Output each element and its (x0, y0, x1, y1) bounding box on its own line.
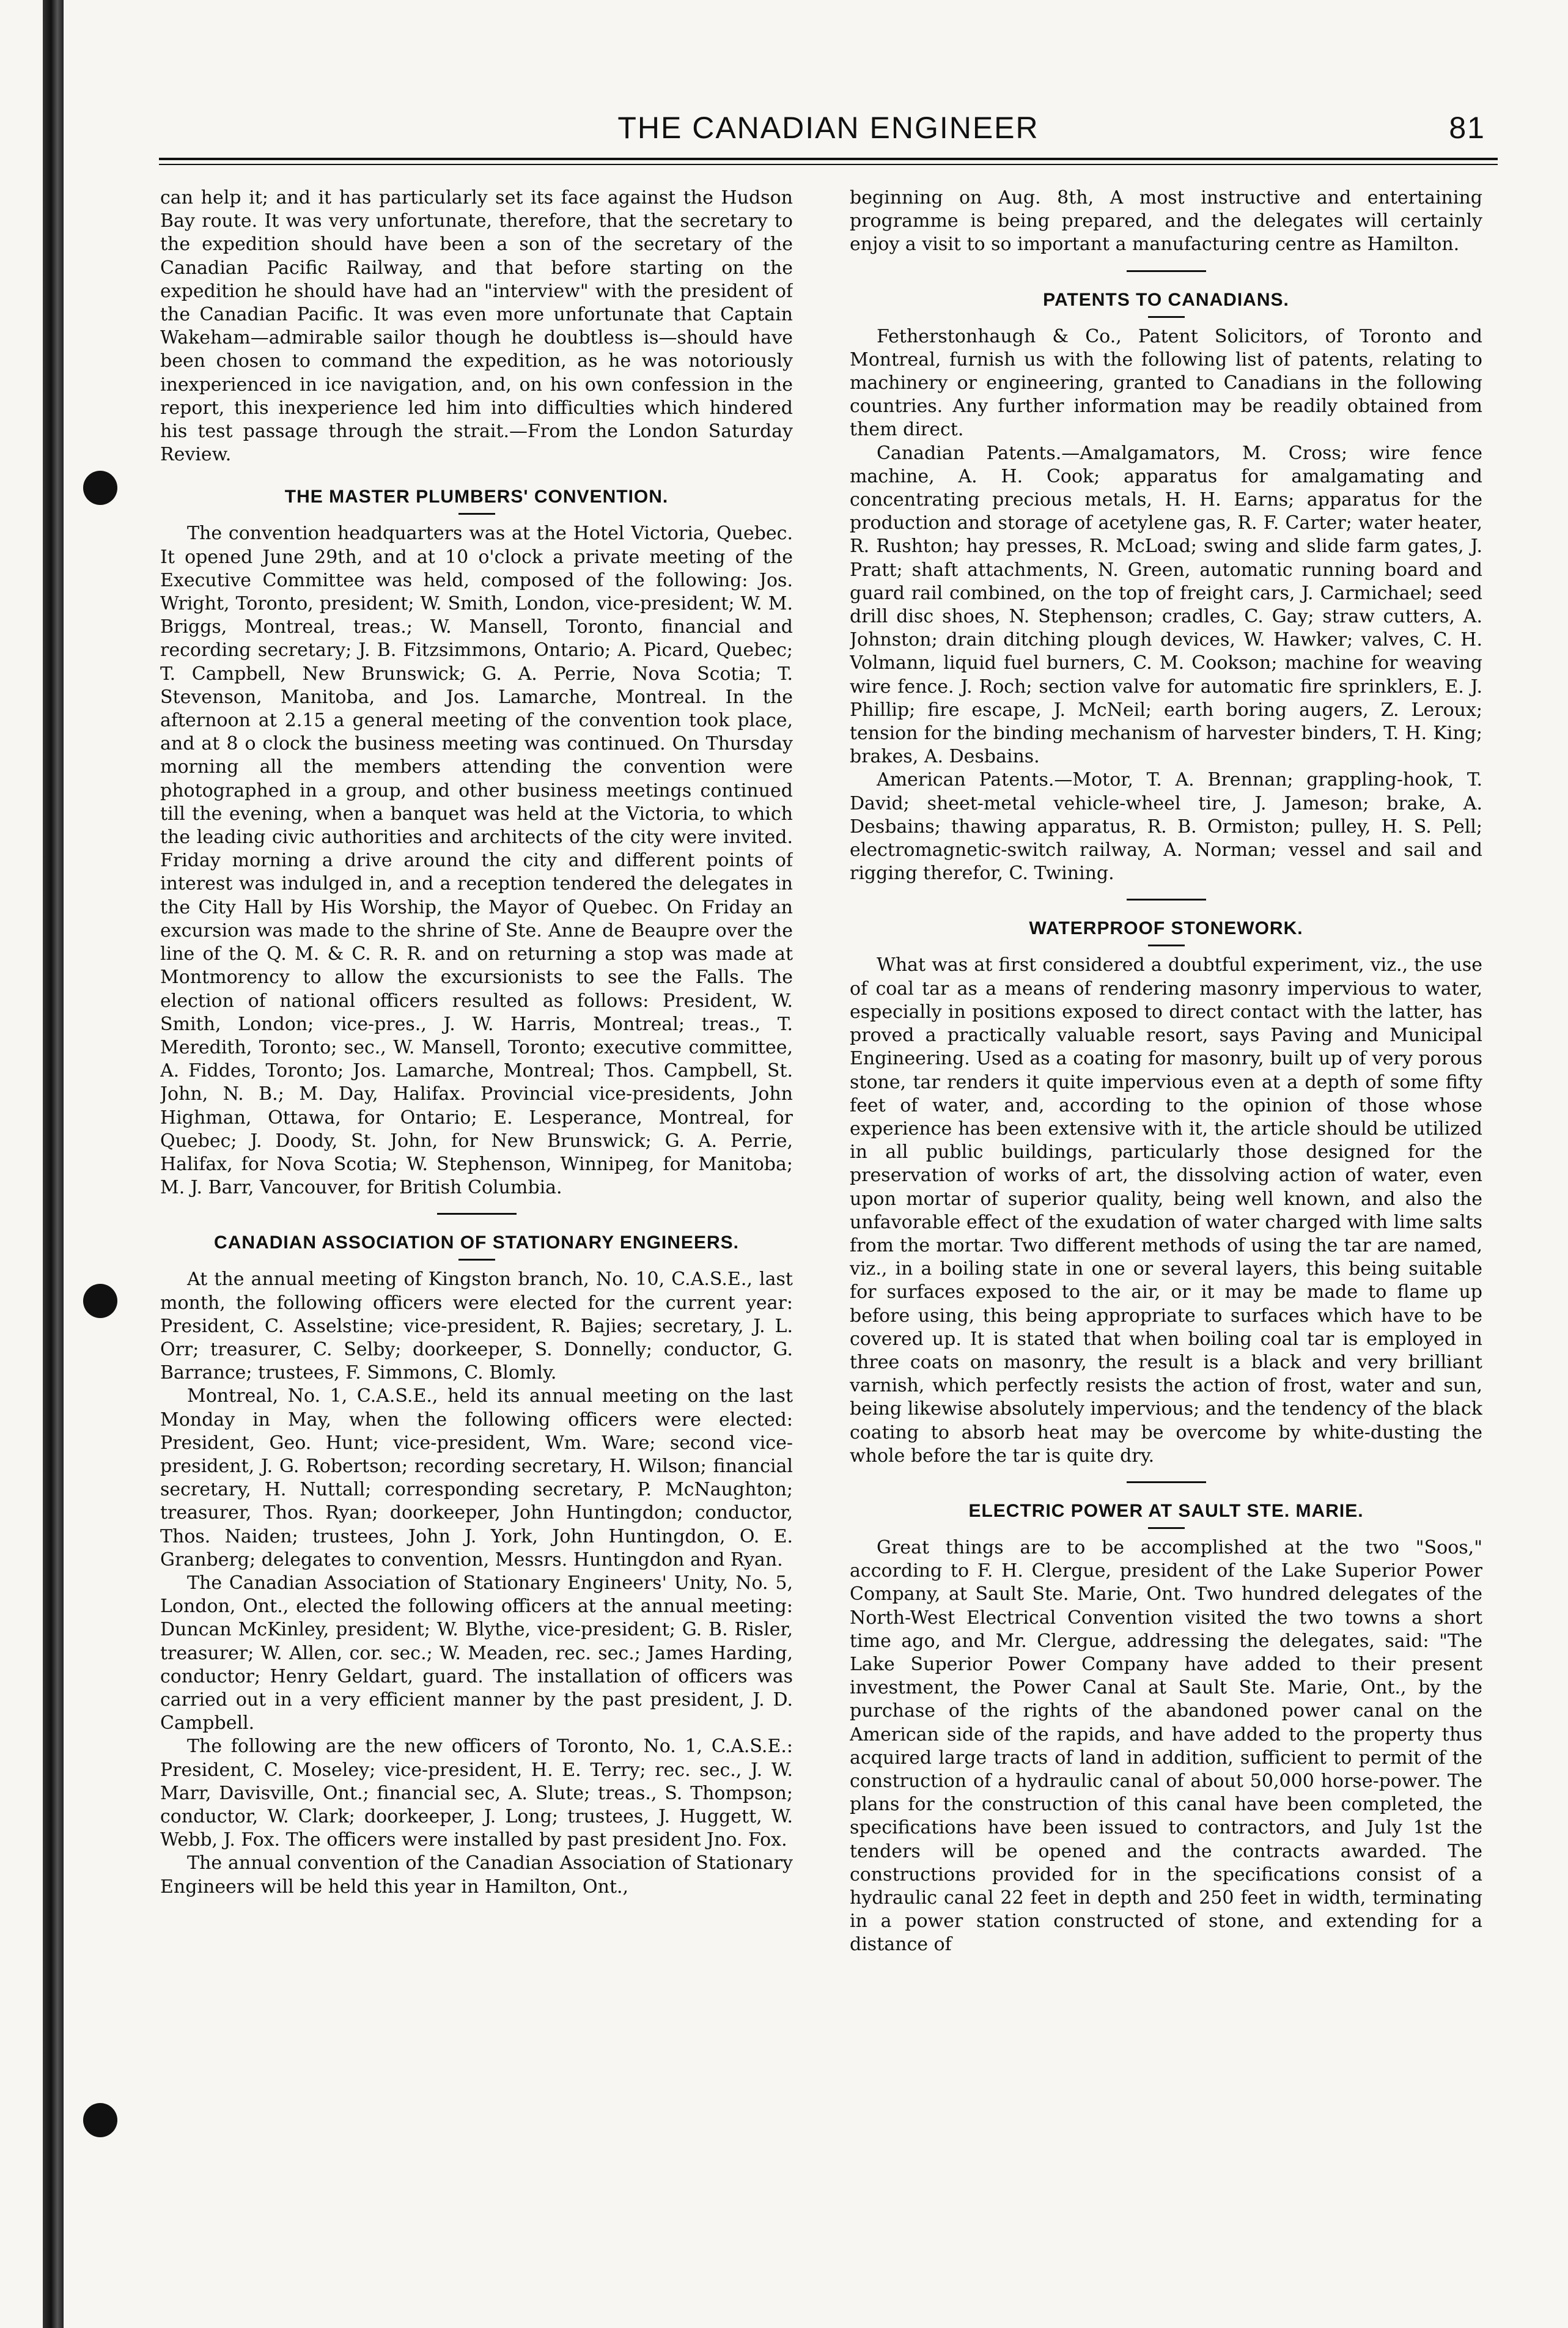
article-separator (1127, 1481, 1206, 1483)
hudson-bay-article-continued: can help it; and it has particularly set its face against the Hudson Bay route. It was very unfortunate, therefore, that the secretary to the expedition should have been a son of the secretary of the Canadian Pacific Railway, and that before starting on the expedition he should have had an "interview" with the president of the Canadian Pacific. It was even more unfortunate that Captain Wakeham—admirable sailor though he doubtless is—should have been chosen to command the expedition, as he was notoriously inexperienced in ice navigation, and, on his own confession in the report, this inexperience led him into difficulties which hindered his test passage through the strait.—From the London Saturday Review. (160, 187, 793, 466)
header-rule (159, 158, 1498, 160)
stationary-article-continued: beginning on Aug. 8th, A most instructive and entertaining programme is being prepared, and the delegates will certainly enjoy a visit to so important a manufacturing centre as Hamilton. (850, 187, 1482, 256)
electric-power-heading: ELECTRIC POWER AT SAULT STE. MARIE. (968, 1500, 1364, 1521)
stationary-paragraph: The Canadian Association of Stationary Engineers' Unity, No. 5, London, Ont., elected the following officers at the annual meeting: Duncan McKinley, president; W. Blythe, vice-president; G. B. Risler, treasurer; W. Allen, cor. sec.; W. Meaden, rec. sec.; James Harding, conductor; Henry Geldart, guard. The installation of officers was carried out in a very efficient manner by the past president, J. D. Campbell. (160, 1572, 793, 1734)
journal-title: THE CANADIAN ENGINEER (617, 111, 1039, 145)
heading-rule (1148, 945, 1185, 946)
running-header (159, 110, 1498, 147)
binding-hole (83, 2103, 117, 2137)
page-binding-edge (43, 0, 64, 2328)
header-rule (159, 164, 1498, 165)
waterproof-stonework-heading: WATERPROOF STONEWORK. (1029, 918, 1303, 939)
patents-heading: PATENTS TO CANADIANS. (1043, 289, 1289, 310)
patents-paragraph: Fetherstonhaugh & Co., Patent Solicitors, of Toronto and Montreal, furnish us with the following list of patents, relating to machinery or engineering, granted to Canadians in the following countries. Any further information may be readily obtained from them direct. (850, 325, 1482, 441)
binding-hole (83, 471, 117, 505)
article-separator (1127, 899, 1206, 901)
article-separator (437, 1213, 517, 1215)
electric-power-body: Great things are to be accomplished at the two "Soos," according to F. H. Clergue, president of the Lake Superior Power Company, at Sault Ste. Marie, Ont. Two hundred delegates of the North-West Electrical Convention visited the two towns a short time ago, and Mr. Clergue, addressing the delegates, said: "The Lake Superior Power Company have added to their present investment, the Power Canal at Sault Ste. Marie, Ont., by the purchase of the rights of the abandoned power canal on the American side of the rapids, and have added to the property thus acquired large tracts of land in addition, sufficient to permit of the construction of a hydraulic canal of about 50,000 horse-power. The plans for the construction of this canal have been completed, the specifications have been issued to contractors, and July 1st the tenders will be opened and the contracts awarded. The constructions provided for in the specifications consist of a hydraulic canal 22 feet in depth and 250 feet in width, terminating in a power station constructed of stone, and extending for a distance of (850, 1536, 1482, 1956)
article-separator (1127, 270, 1206, 272)
right-column (850, 186, 1482, 2283)
plumbers-convention-body: The convention headquarters was at the Hotel Victoria, Quebec. It opened June 29th, and at 10 o'clock a private meeting of the Executive Committee was held, composed of the following: Jos. Wright, Toronto, president; W. Smith, London, vice-president; W. M. Briggs, Montreal, treas.; W. Mansell, Toronto, financial and recording secretary; J. B. Fitzsimmons, Ontario; A. Picard, Quebec; T. Campbell, New Brunswick; G. A. Perrie, Nova Scotia; T. Stevenson, Manitoba, and Jos. Lamarche, Montreal. In the afternoon at 2.15 a general meeting of the convention took place, and at 8 o clock the business meeting was continued. On Thursday morning all the members attending the convention were photographed in a group, and other business meetings continued till the evening, when a banquet was held at the Victoria, to which the leading civic authorities and architects of the city were invited. Friday morning a drive around the city and different points of interest was indulged in, and a reception tendered the delegates in the City Hall by His Worship, the Mayor of Quebec. On Friday an excursion was made to the shrine of Ste. Anne de Beaupre over the line of the Q. M. & C. R. R. and on returning a stop was made at Montmorency to allow the excursionists to see the Falls. The election of national officers resulted as follows: President, W. Smith, London; vice-pres., J. W. Harris, Montreal; treas., T. Meredith, Toronto; sec., W. Mansell, Toronto; executive committee, A. Fiddes, Toronto; Jos. Lamarche, Montreal; Thos. Campbell, St. John, N. B.; M. Day, Halifax. Provincial vice-presidents, John Highman, Ottawa, for Ontario; E. Lesperance, Montreal, for Quebec; J. Doody, St. John, for New Brunswick; G. A. Perrie, Halifax, for Nova Scotia; W. Stephenson, Winnipeg, for Manitoba; M. J. Barr, Vancouver, for British Columbia. (160, 523, 793, 1199)
stationary-engineers-heading: CANADIAN ASSOCIATION OF STATIONARY ENGINEERS. (214, 1232, 739, 1253)
patents-paragraph: Canadian Patents.—Amalgamators, M. Cross; wire fence machine, A. H. Cook; apparatus for amalgamating and concentrating precious metals, H. H. Earns; apparatus for the production and storage of acetylene gas, R. F. Carter; water heater, R. Rushton; hay presses, R. McLoad; swing and slide farm gates, J. Pratt; shaft attachments, N. Green, automatic running board and guard rail combined, on the top of freight cars, J. Carmichael; seed drill disc shoes, N. Stephenson; cradles, C. Gay; straw cutters, A. Johnston; drain ditching plough devices, W. Hawker; valves, C. H. Volmann, liquid fuel burners, C. M. Cookson; machine for weaving wire fence. J. Roch; section valve for automatic fire sprinklers, E. J. Phillip; fire escape, J. McNeil; earth boring augers, Z. Leroux; tension for the binding mechanism of harvester binders, T. H. King; brakes, A. Desbains. (850, 442, 1482, 768)
plumbers-convention-heading: THE MASTER PLUMBERS' CONVENTION. (284, 487, 669, 507)
stationary-paragraph: The following are the new officers of Toronto, No. 1, C.A.S.E.: President, C. Moseley; vice-president, H. E. Terry; rec. sec., J. W. Marr, Davisville, Ont.; financial sec, A. Slute; treas., S. Thompson; conductor, W. Clark; doorkeeper, J. Long; trustees, J. Huggett, W. Webb, J. Fox. The officers were installed by past president Jno. Fox. (160, 1736, 793, 1851)
waterproof-stonework-body: What was at first considered a doubtful experiment, viz., the use of coal tar as a means of rendering masonry impervious to water, especially in positions exposed to direct contact with the latter, has proved a practically valuable resort, says Paving and Municipal Engineering. Used as a coating for masonry, built up of very porous stone, tar renders it quite impervious even at a depth of some fifty feet of water, and, according to the opinion of those whose experience has been extensive with it, the article should be utilized in all public buildings, particularly those designed for the preservation of works of art, the dissolving action of water, even upon mortar of superior quality, being well known, and also the unfavorable effect of the exudation of water charged with lime salts from the mortar. Two different methods of using the tar are named, viz., in a boiling state in one or several layers, this being suitable for surfaces exposed to the air, or it may be made to flame up before using, this being appropriate to surfaces which have to be covered up. It is stated that when boiling coal tar is employed in three coats on masonry, the result is a black and very brilliant varnish, which perfectly resists the action of frost, water and sun, being likewise absolutely impervious; and the tendency of the black coating to absorb heat may be overcome by white-dusting the whole before the tar is quite dry. (850, 954, 1482, 1467)
stationary-paragraph: The annual convention of the Canadian Association of Stationary Engineers will be held this year in Hamilton, Ont., (160, 1852, 793, 1898)
heading-rule (1148, 316, 1185, 318)
stationary-paragraph: At the annual meeting of Kingston branch, No. 10, C.A.S.E., last month, the following officers were elected for the current year: President, C. Asselstine; vice-president, R. Bajies; secretary, J. L. Orr; treasurer, C. Selby; doorkeeper, S. Donnelly; conductor, G. Barrance; trustees, F. Simmons, C. Blomly. (160, 1269, 793, 1384)
binding-hole (83, 1284, 117, 1318)
heading-rule (458, 1259, 495, 1261)
page-number: 81 (1449, 111, 1485, 145)
stationary-paragraph: Montreal, No. 1, C.A.S.E., held its annual meeting on the last Monday in May, when the following officers were elected: President, Geo. Hunt; vice-president, Wm. Ware; second vice-president, J. G. Robertson; recording secretary, H. Wilson; financial secretary, H. Nuttall; corresponding secretary, P. McNaughton; treasurer, Thos. Ryan; doorkeeper, John Huntingdon; conductor, Thos. Naiden; trustees, John J. York, John Huntingdon, O. E. Granberg; delegates to convention, Messrs. Huntingdon and Ryan. (160, 1385, 793, 1571)
heading-rule (458, 513, 495, 515)
patents-paragraph: American Patents.—Motor, T. A. Brennan; grappling-hook, T. David; sheet-metal vehicle-wheel tire, J. Jameson; brake, A. Desbains; thawing apparatus, R. B. Ormiston; pulley, H. S. Pell; electromagnetic-switch railway, A. Norman; vessel and sail and rigging therefor, C. Twining. (850, 769, 1482, 885)
left-column (160, 186, 793, 2283)
heading-rule (1148, 1527, 1185, 1529)
